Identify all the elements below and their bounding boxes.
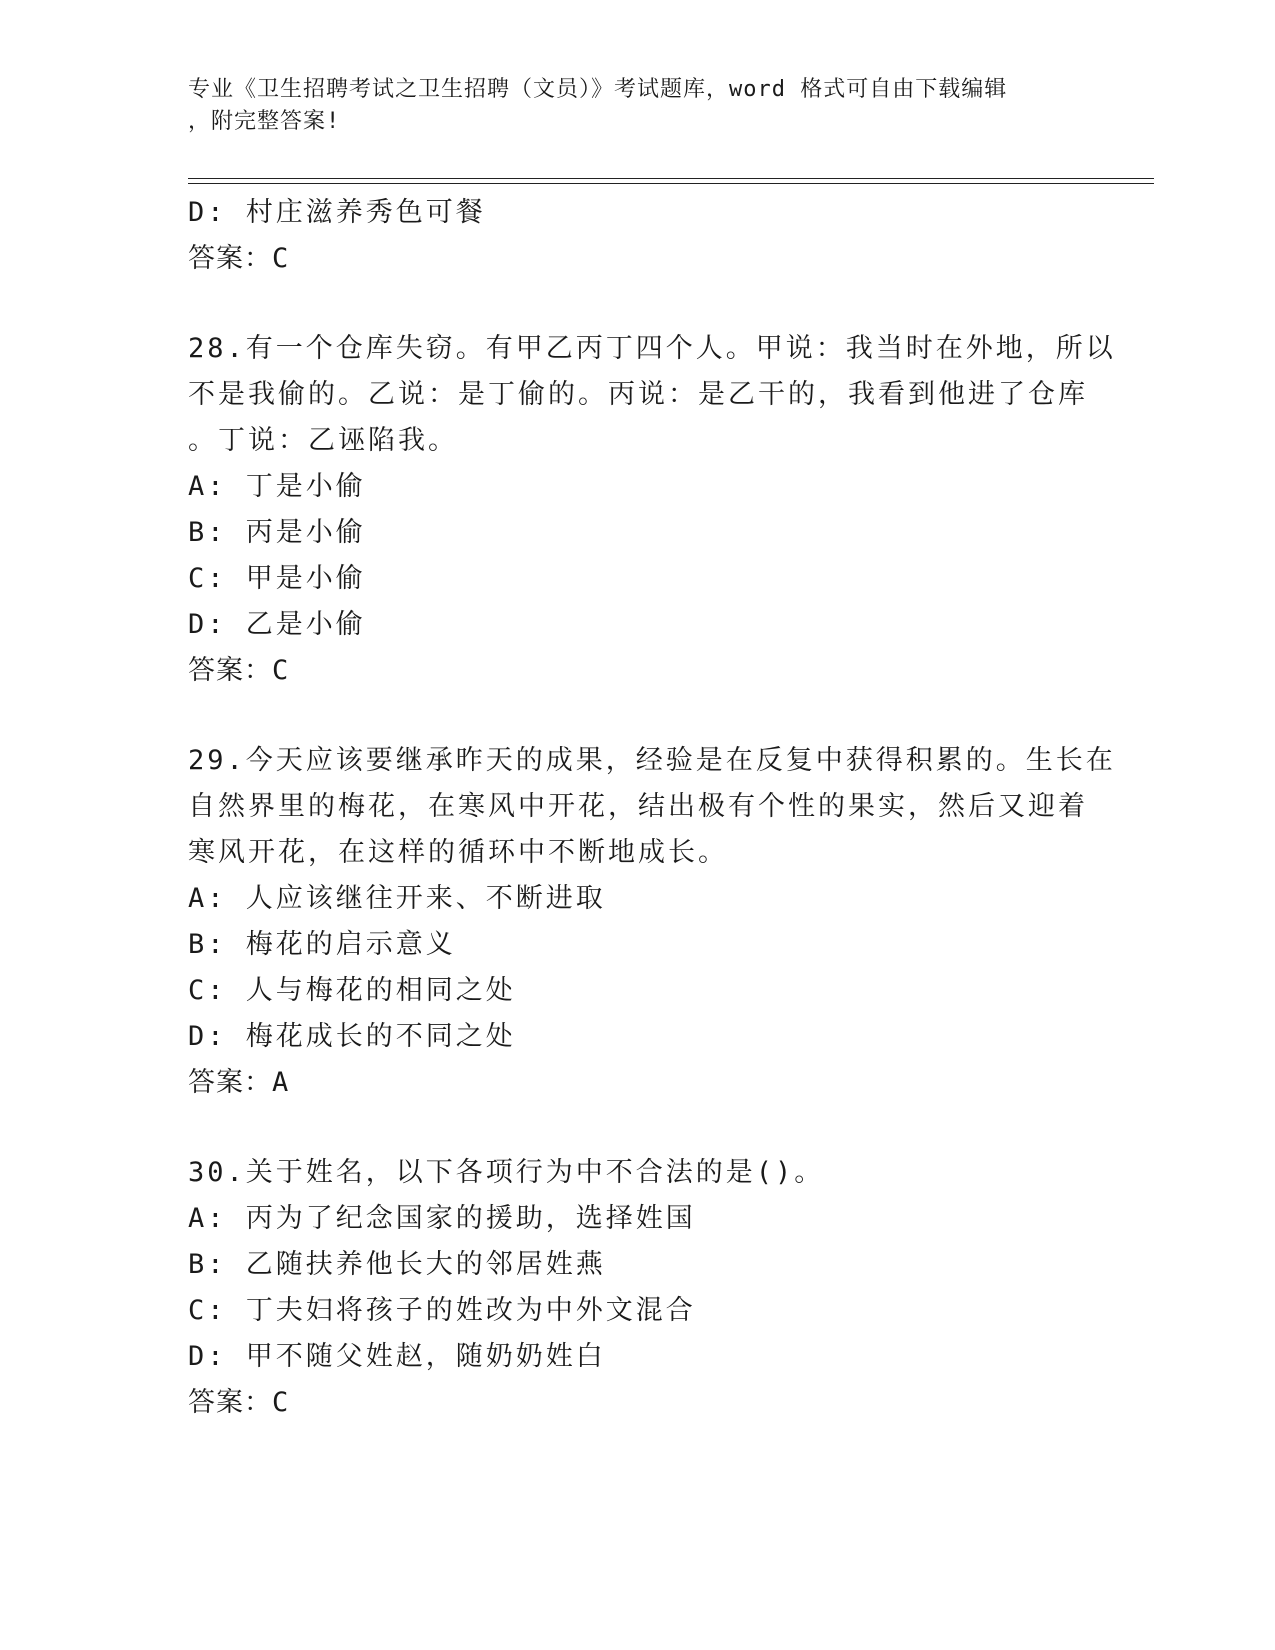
question-stem-line: 。丁说：乙诬陷我。 — [188, 425, 458, 456]
header-divider — [188, 178, 1154, 184]
option-c: C: 甲是小偷 — [188, 563, 366, 594]
question-stem-line: 28.有一个仓库失窃。有甲乙丙丁四个人。甲说：我当时在外地，所以 — [188, 333, 1116, 364]
option-b: B: 乙随扶养他长大的邻居姓燕 — [188, 1249, 606, 1280]
option-b: B: 丙是小偷 — [188, 517, 366, 548]
answer-line: 答案：C — [188, 655, 290, 686]
question-stem-line: 不是我偷的。乙说：是丁偷的。丙说：是乙干的，我看到他进了仓库 — [188, 379, 1088, 410]
header-line-2: ，附完整答案! — [188, 109, 341, 134]
question-27-tail — [188, 190, 1088, 282]
header-line-1: 专业《卫生招聘考试之卫生招聘（文员）》考试题库，word 格式可自由下载编辑 — [188, 77, 1008, 102]
option-c: C: 丁夫妇将孩子的姓改为中外文混合 — [188, 1295, 696, 1326]
spacer — [188, 694, 1088, 738]
question-30 — [188, 1150, 1088, 1426]
option-d: D: 甲不随父姓赵，随奶奶姓白 — [188, 1341, 606, 1372]
option-a: A: 丁是小偷 — [188, 471, 366, 502]
question-28 — [188, 326, 1116, 694]
question-stem-line: 29.今天应该要继承昨天的成果，经验是在反复中获得积累的。生长在 — [188, 745, 1116, 776]
question-stem-line: 自然界里的梅花，在寒风中开花，结出极有个性的果实，然后又迎着 — [188, 791, 1088, 822]
option-c: C: 人与梅花的相同之处 — [188, 975, 516, 1006]
question-29 — [188, 738, 1116, 1106]
option-b: B: 梅花的启示意义 — [188, 929, 456, 960]
option-a: A: 人应该继往开来、不断进取 — [188, 883, 606, 914]
answer-line: 答案：C — [188, 1387, 290, 1418]
question-list — [188, 190, 1116, 1426]
question-stem-line: 寒风开花，在这样的循环中不断地成长。 — [188, 837, 728, 868]
spacer — [188, 282, 1088, 326]
spacer — [188, 1106, 1088, 1150]
option-a: A: 丙为了纪念国家的援助，选择姓国 — [188, 1203, 696, 1234]
answer-line: 答案：C — [188, 243, 290, 274]
question-stem-line: 30.关于姓名，以下各项行为中不合法的是()。 — [188, 1157, 825, 1188]
option-d: D: 梅花成长的不同之处 — [188, 1021, 516, 1052]
option-d: D: 乙是小偷 — [188, 609, 366, 640]
answer-line: 答案：A — [188, 1067, 290, 1098]
document-header — [188, 74, 1068, 138]
option-d: D: 村庄滋养秀色可餐 — [188, 197, 486, 228]
